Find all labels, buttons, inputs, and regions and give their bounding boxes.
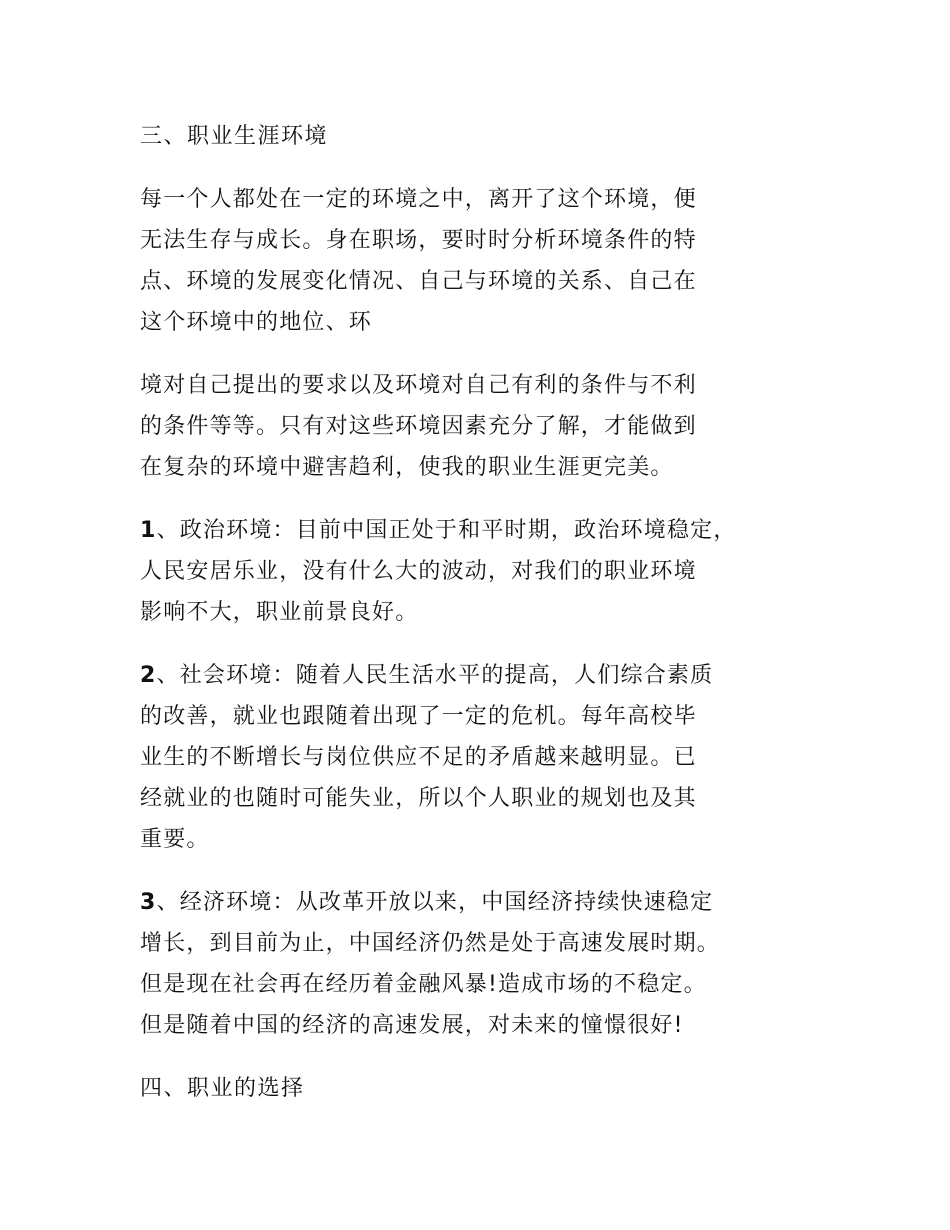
paragraph-line: 影响不大，职业前景良好。 — [140, 600, 419, 625]
paragraph-line: 重要。 — [140, 827, 210, 852]
paragraph-line: 人民安居乐业，没有什么大的波动，对我们的职业环境 — [140, 559, 697, 584]
paragraph-intro-1 — [140, 179, 840, 343]
item-number: 1 — [140, 518, 157, 543]
paragraph-line: 业生的不断增长与岗位供应不足的矛盾越来越明显。已 — [140, 745, 697, 770]
item-number: 2 — [140, 663, 157, 688]
paragraph-line: 这个环境中的地位、环 — [140, 310, 373, 335]
list-item-political — [140, 510, 840, 633]
item-first-line: 、经济环境：从改革开放以来，中国经济持续快速稳定 — [156, 890, 714, 915]
paragraph-line: 但是随着中国的经济的高速发展，对未来的憧憬很好! — [140, 1013, 684, 1038]
paragraph-line: 的改善，就业也跟随着出现了一定的危机。每年高校毕 — [140, 704, 697, 729]
paragraph-line: 的条件等等。只有对这些环境因素充分了解，才能做到 — [140, 414, 697, 439]
item-first-line: 、政治环境：目前中国正处于和平时期，政治环境稳定， — [156, 518, 737, 543]
item-number: 3 — [140, 890, 157, 915]
paragraph-line: 但是现在社会再在经历着金融风暴!造成市场的不稳定。 — [140, 972, 707, 997]
paragraph-line — [140, 510, 840, 551]
paragraph-intro-2 — [140, 365, 840, 488]
heading-text: 四、职业的选择 — [140, 1076, 305, 1101]
paragraph-line: 每一个人都处在一定的环境之中，离开了这个环境，便 — [140, 187, 697, 212]
list-item-social — [140, 655, 840, 860]
section-heading-4 — [140, 1068, 840, 1109]
item-first-line: 、社会环境：随着人民生活水平的提高，人们综合素质 — [156, 663, 714, 688]
paragraph-line: 无法生存与成长。身在职场，要时时分析环境条件的特 — [140, 228, 697, 253]
paragraph-line — [140, 882, 840, 923]
paragraph-line: 点、环境的发展变化情况、自己与环境的关系、自己在 — [140, 269, 697, 294]
heading-text: 三、职业生涯环境 — [140, 124, 329, 149]
paragraph-line — [140, 655, 840, 696]
section-heading-3 — [140, 116, 840, 157]
paragraph-line: 经就业的也随时可能失业，所以个人职业的规划也及其 — [140, 786, 697, 811]
paragraph-line: 境对自己提出的要求以及环境对自己有利的条件与不利 — [140, 373, 697, 398]
paragraph-line: 增长，到目前为止，中国经济仍然是处于高速发展时期。 — [140, 931, 721, 956]
document-page — [140, 116, 840, 1109]
paragraph-line: 在复杂的环境中避害趋利，使我的职业生涯更完美。 — [140, 455, 674, 480]
list-item-economic — [140, 882, 840, 1046]
